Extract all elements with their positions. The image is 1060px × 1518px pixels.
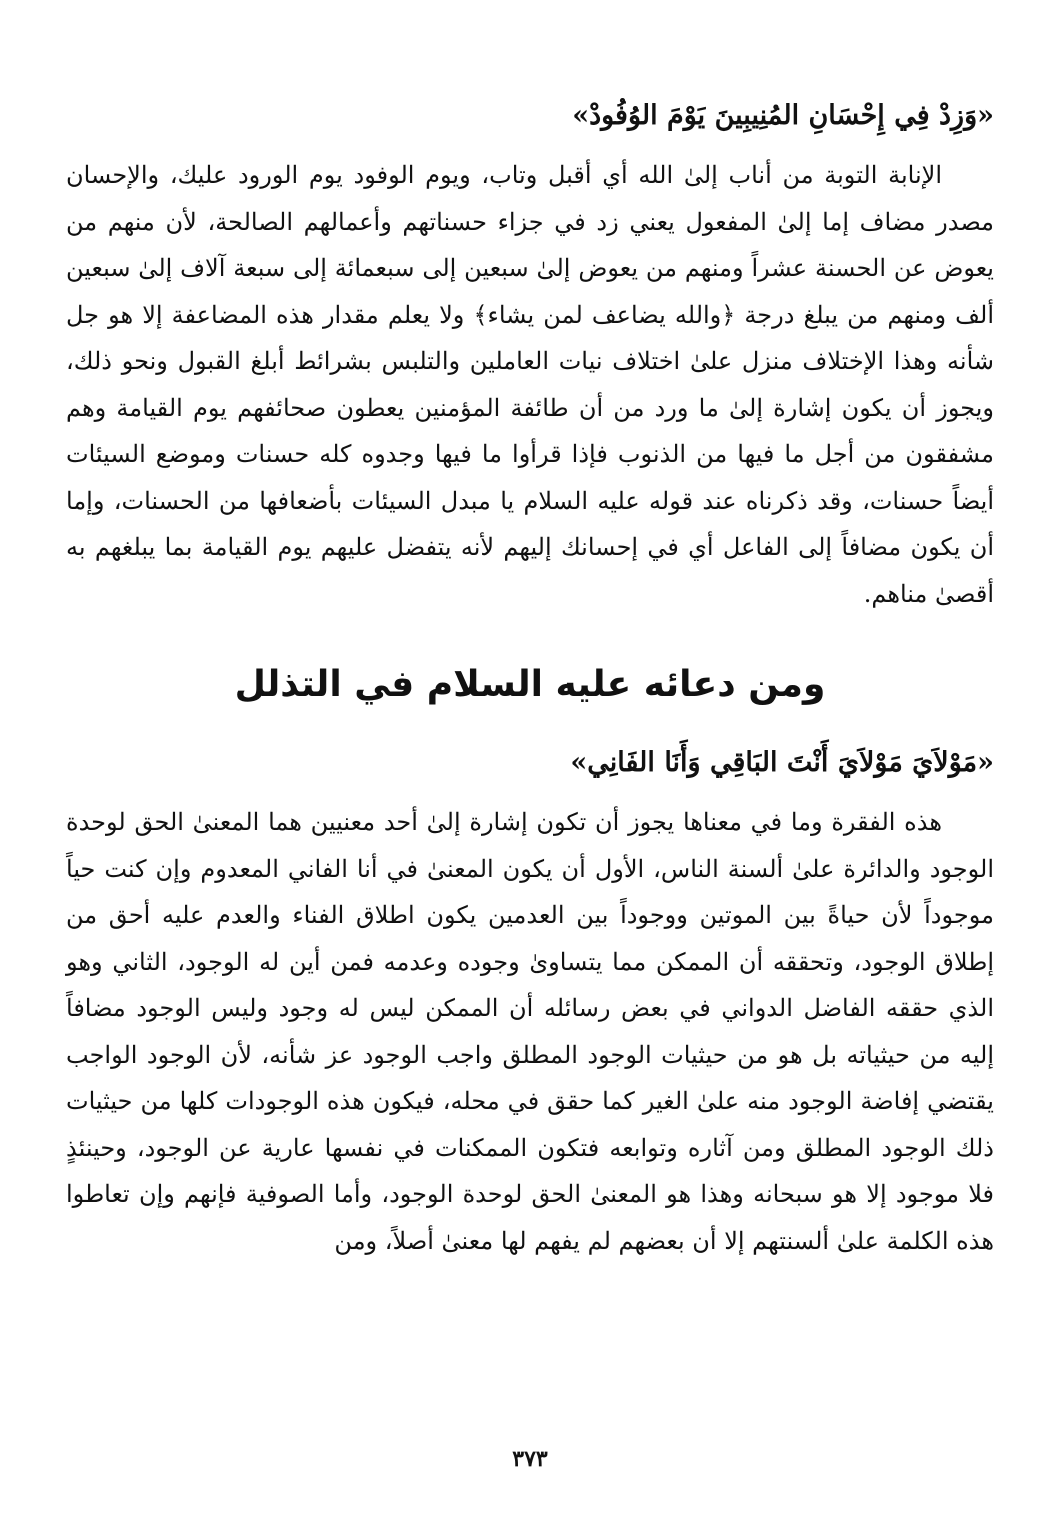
supplication-quote-2: «مَوْلاَيَ مَوْلاَيَ أَنْتَ البَاقِي وَأَنَا الفَانِي» bbox=[570, 747, 994, 778]
page-number: ٣٧٣ bbox=[512, 1446, 548, 1472]
commentary-text-2: هذه الفقرة وما في معناها يجوز أن تكون إشارة إلىٰ أحد معنيين هما المعنىٰ الحق لوحدة الوجود والدائرة علىٰ ألسنة الناس، الأول أن يكون المعنىٰ في أنا الفاني المعدوم وإن كنت حياً موجوداً لأن حياةً بين الموتين ووجوداً بين العدمين يكون اطلاق الفناء والعدم عليه أحق من إطلاق الوجود، وتحققه أن الممكن مما يتساوىٰ وجوده وعدمه فمن أين له الوجود، الثاني وهو الذي حققه الفاضل الدواني في بعض رسائله أن الممكن ليس له وجود وليس الوجود مضافاً إليه من حيثياته بل هو من حيثيات الوجود المطلق واجب الوجود عز شأنه، لأن الوجود الواجب يقتضي إفاضة الوجود منه علىٰ الغير كما حقق في محله، فيكون هذه الوجودات كلها من حيثيات ذلك الوجود المطلق ومن آثاره وتوابعه فتكون الممكنات في نفسها عارية عن الوجود، وحينئذٍ فلا موجود إلا هو سبحانه وهذا هو المعنىٰ الحق لوحدة الوجود، وأما الصوفية فإنهم وإن تعاطوا هذه الكلمة علىٰ ألسنتهم إلا أن بعضهم لم يفهم لها معنىٰ أصلاً، ومن bbox=[66, 808, 995, 1255]
commentary-paragraph-2 bbox=[66, 799, 994, 1264]
section-heading: ومن دعائه عليه السلام في التذلل bbox=[234, 664, 826, 705]
commentary-text-1: الإنابة التوبة من أناب إلىٰ الله أي أقبل وتاب، ويوم الوفود يوم الورود عليك، والإحسان مصدر مضاف إما إلىٰ المفعول يعني زد في جزاء حسناتهم وأعمالهم الصالحة، لأن منهم من يعوض عن الحسنة عشراً ومنهم من يعوض إلىٰ سبعين إلى سبعمائة إلى سبعة آلاف إلىٰ سبعين ألف ومنهم من يبلغ درجة ﴿والله يضاعف لمن يشاء﴾ ولا يعلم مقدار هذه المضاعفة إلا هو جل شأنه وهذا الإختلاف منزل علىٰ اختلاف نيات العاملين والتلبس بشرائط أبلغ القبول ونحو ذلك، ويجوز أن يكون إشارة إلىٰ ما ورد من أن طائفة المؤمنين يعطون صحائفهم يوم القيامة وهم مشفقون من أجل ما فيها من الذنوب فإذا قرأوا ما فيها وجدوه كله حسنات وموضع السيئات أيضاً حسنات، وقد ذكرناه عند قوله عليه السلام يا مبدل السيئات بأضعافها من الحسنات، وإما أن يكون مضافاً إلى الفاعل أي في إحسانك إليهم لأنه يتفضل عليهم يوم القيامة بما يبلغهم به أقصىٰ مناهم. bbox=[66, 161, 995, 608]
commentary-paragraph-1 bbox=[66, 152, 994, 617]
supplication-quote-1: «وَزِدْ فِي إِحْسَانِ المُنِيبِينَ يَوْمَ الوُفُودْ» bbox=[572, 100, 994, 131]
page-content bbox=[66, 92, 994, 1264]
